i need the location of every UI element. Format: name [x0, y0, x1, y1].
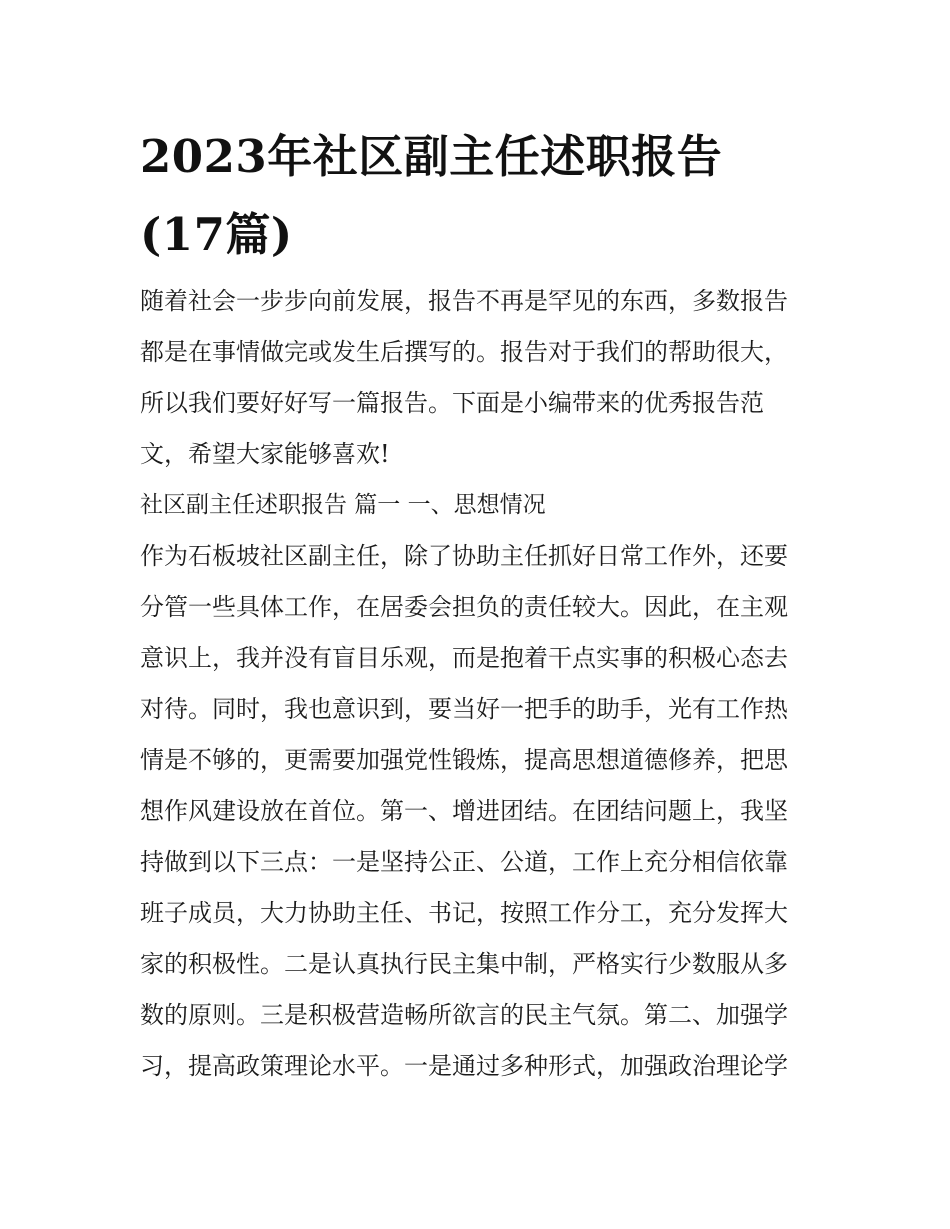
body-line: 家的积极性。二是认真执行民主集中制，严格实行少数服从多 — [140, 950, 788, 978]
document-body — [140, 276, 830, 1092]
title-line-1: 2023年社区副主任述职报告 — [140, 130, 723, 183]
body-line: 情是不够的，更需要加强党性锻炼，提高思想道德修养，把思 — [140, 746, 788, 774]
body-line: 分管一些具体工作，在居委会担负的责任较大。因此，在主观 — [140, 593, 788, 621]
body-line: 对待。同时，我也意识到，要当好一把手的助手，光有工作热 — [140, 695, 788, 723]
body-line: 数的原则。三是积极营造畅所欲言的民主气氛。第二、加强学 — [140, 1001, 788, 1029]
title-line-2: (17篇) — [140, 208, 293, 261]
body-line: 文，希望大家能够喜欢! — [140, 440, 390, 468]
body-line: 班子成员，大力协助主任、书记，按照工作分工，充分发挥大 — [140, 899, 788, 927]
body-line: 想作风建设放在首位。第一、增进团结。在团结问题上，我坚 — [140, 797, 788, 825]
body-line: 作为石板坡社区副主任，除了协助主任抓好日常工作外，还要 — [140, 542, 788, 570]
section-heading: 社区副主任述职报告 篇一 一、思想情况 — [140, 492, 546, 518]
body-line: 意识上，我并没有盲目乐观，而是抱着干点实事的积极心态去 — [140, 644, 788, 672]
body-line: 持做到以下三点：一是坚持公正、公道，工作上充分相信依靠 — [140, 848, 788, 876]
body-line: 随着社会一步步向前发展，报告不再是罕见的东西，多数报告 — [140, 287, 788, 315]
body-line: 所以我们要好好写一篇报告。下面是小编带来的优秀报告范 — [140, 389, 764, 417]
body-line: 习，提高政策理论水平。一是通过多种形式，加强政治理论学 — [140, 1052, 788, 1080]
document-title — [140, 118, 830, 274]
body-line: 都是在事情做完或发生后撰写的。报告对于我们的帮助很大， — [140, 338, 788, 366]
